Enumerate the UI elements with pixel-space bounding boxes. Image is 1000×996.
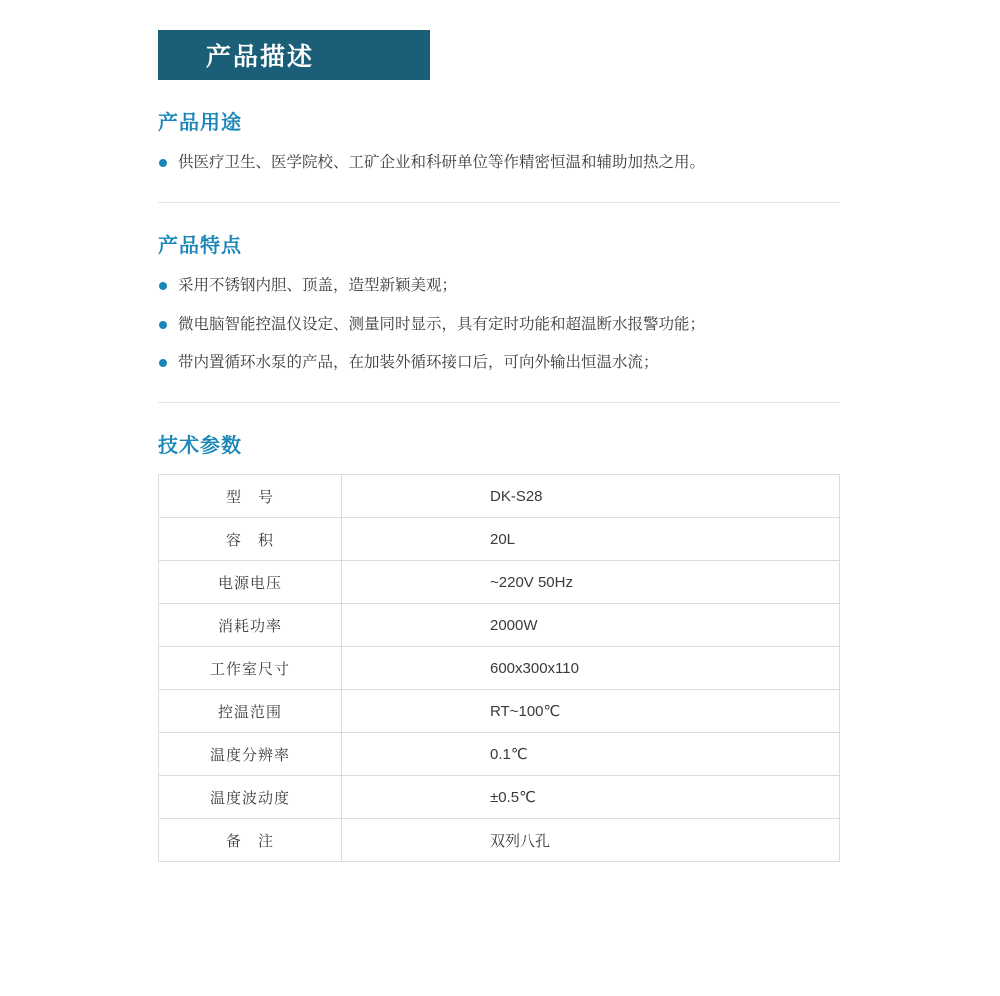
list-item-text: 微电脑智能控温仪设定、测量同时显示，具有定时功能和超温断水报警功能； (178, 315, 706, 333)
spec-key: 温度分辨率 (159, 733, 342, 776)
list-item-text: 供医疗卫生、医学院校、工矿企业和科研单位等作精密恒温和辅助加热之用。 (178, 154, 706, 171)
bullet-dot-icon (159, 359, 167, 367)
spec-value: ~220V 50Hz (342, 561, 840, 604)
spec-value: 600x300x110 (342, 647, 840, 690)
spec-key: 容 积 (159, 518, 342, 561)
list-item (158, 151, 840, 176)
bullet-dot-icon (159, 321, 167, 329)
spec-value: ±0.5℃ (342, 776, 840, 819)
section-product-features (158, 229, 840, 376)
spec-value: DK-S28 (342, 475, 840, 518)
divider (158, 402, 840, 403)
table-row (159, 518, 840, 561)
list-item-text: 采用不锈钢内胆、顶盖，造型新颖美观； (178, 276, 458, 294)
table-row (159, 819, 840, 862)
table-row (159, 733, 840, 776)
list-item-text: 带内置循环水泵的产品，在加装外循环接口后，可向外输出恒温水流； (178, 354, 659, 372)
section-product-usage (158, 106, 840, 176)
table-row (159, 604, 840, 647)
list-item (158, 313, 840, 338)
table-row (159, 561, 840, 604)
spec-key: 备 注 (159, 819, 342, 862)
spec-value: 双列八孔 (342, 819, 840, 862)
page-title-banner (158, 30, 430, 80)
spec-value: 2000W (342, 604, 840, 647)
table-row (159, 776, 840, 819)
spec-value: 20L (342, 518, 840, 561)
section-title-usage: 产品用途 (158, 112, 242, 134)
table-row (159, 647, 840, 690)
bullet-dot-icon (159, 282, 167, 290)
page-title: 产品描述 (206, 43, 315, 71)
table-row (159, 475, 840, 518)
table-row (159, 690, 840, 733)
features-bullet-list (158, 274, 840, 376)
spec-value: 0.1℃ (342, 733, 840, 776)
spec-key: 温度波动度 (159, 776, 342, 819)
section-specifications (158, 429, 840, 862)
spec-key: 控温范围 (159, 690, 342, 733)
section-title-features: 产品特点 (158, 234, 242, 257)
product-description-page (0, 30, 1000, 996)
bullet-dot-icon (159, 159, 167, 167)
specifications-table (158, 474, 840, 862)
divider (158, 202, 840, 203)
list-item (158, 351, 840, 376)
spec-value: RT~100℃ (342, 690, 840, 733)
spec-key: 工作室尺寸 (159, 647, 342, 690)
spec-key: 电源电压 (159, 561, 342, 604)
spec-key: 型 号 (159, 475, 342, 518)
usage-bullet-list (158, 151, 840, 176)
spec-key: 消耗功率 (159, 604, 342, 647)
section-title-specifications: 技术参数 (158, 435, 242, 458)
list-item (158, 274, 840, 299)
